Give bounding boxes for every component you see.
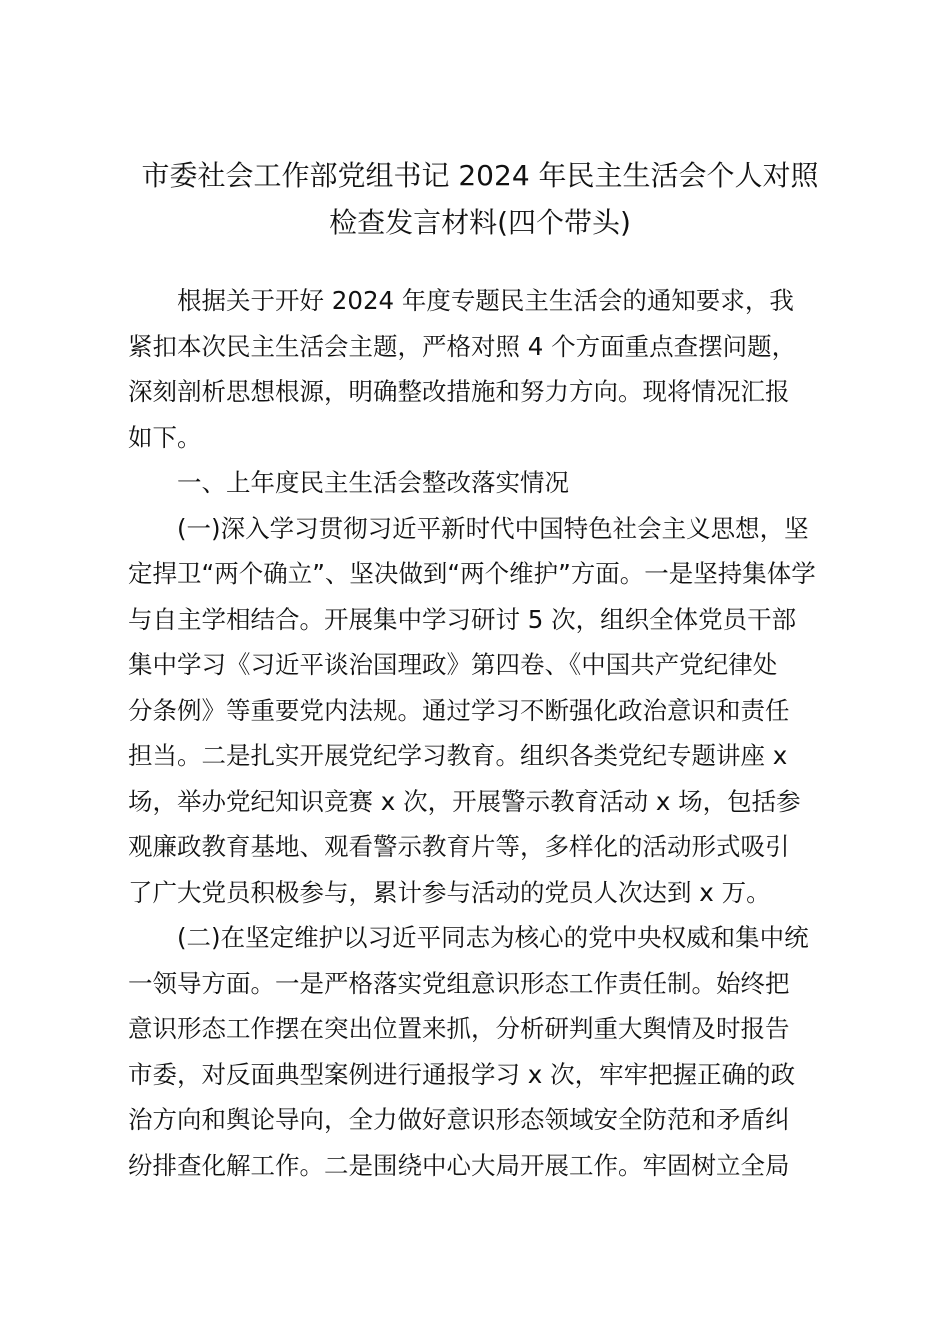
paragraph-line: 场，举办党纪知识竞赛 x 次，开展警示教育活动 x 场，包括参 (128, 786, 801, 816)
paragraph-line: (一)深入学习贯彻习近平新时代中国特色社会主义思想，坚 (177, 513, 809, 543)
paragraph-line: 紧扣本次民主生活会主题，严格对照 4 个方面重点查摆问题， (128, 331, 797, 361)
paragraph-line: 定捍卫“两个确立”、坚决做到“两个维护”方面。一是坚持集体学 (128, 559, 816, 588)
paragraph-line: 市委，对反面典型案例进行通报学习 x 次，牢牢把握正确的政 (128, 1059, 796, 1089)
title-line: 市委社会工作部党组书记 2024 年民主生活会个人对照 (141, 159, 819, 192)
paragraph-line: 观廉政教育基地、观看警示教育片等，多样化的活动形式吸引 (128, 832, 790, 861)
paragraph-line: 担当。二是扎实开展党纪学习教育。组织各类党纪专题讲座 x (128, 741, 788, 770)
paragraph-line: 与自主学相结合。开展集中学习研讨 5 次，组织全体党员干部 (128, 604, 797, 634)
paragraph-line: (二)在坚定维护以习近平同志为核心的党中央权威和集中统 (177, 923, 809, 952)
section-heading: 一、上年度民主生活会整改落实情况 (177, 468, 569, 497)
document-title (130, 152, 830, 246)
document-body (128, 278, 828, 1188)
paragraph-line: 治方向和舆论导向，全力做好意识形态领域安全防范和矛盾纠 (128, 1105, 790, 1134)
paragraph-line: 根据关于开好 2024 年度专题民主生活会的通知要求，我 (177, 286, 794, 315)
paragraph-line: 如下。 (128, 422, 202, 452)
paragraph-line: 一领导方面。一是严格落实党组意识形态工作责任制。始终把 (128, 968, 790, 998)
paragraph-line: 分条例》等重要党内法规。通过学习不断强化政治意识和责任 (128, 695, 790, 725)
title-line: 检查发言材料(四个带头) (329, 206, 631, 239)
paragraph-line: 纷排查化解工作。二是围绕中心大局开展工作。牢固树立全局 (128, 1150, 790, 1180)
paragraph-line: 集中学习《习近平谈治国理政》第四卷、《中国共产党纪律处 (128, 650, 778, 679)
paragraph-line: 深刻剖析思想根源，明确整改措施和努力方向。现将情况汇报 (128, 377, 790, 406)
paragraph-line: 意识形态工作摆在突出位置来抓，分析研判重大舆情及时报告 (128, 1014, 790, 1043)
paragraph-line: 了广大党员积极参与，累计参与活动的党员人次达到 x 万。 (128, 877, 771, 907)
